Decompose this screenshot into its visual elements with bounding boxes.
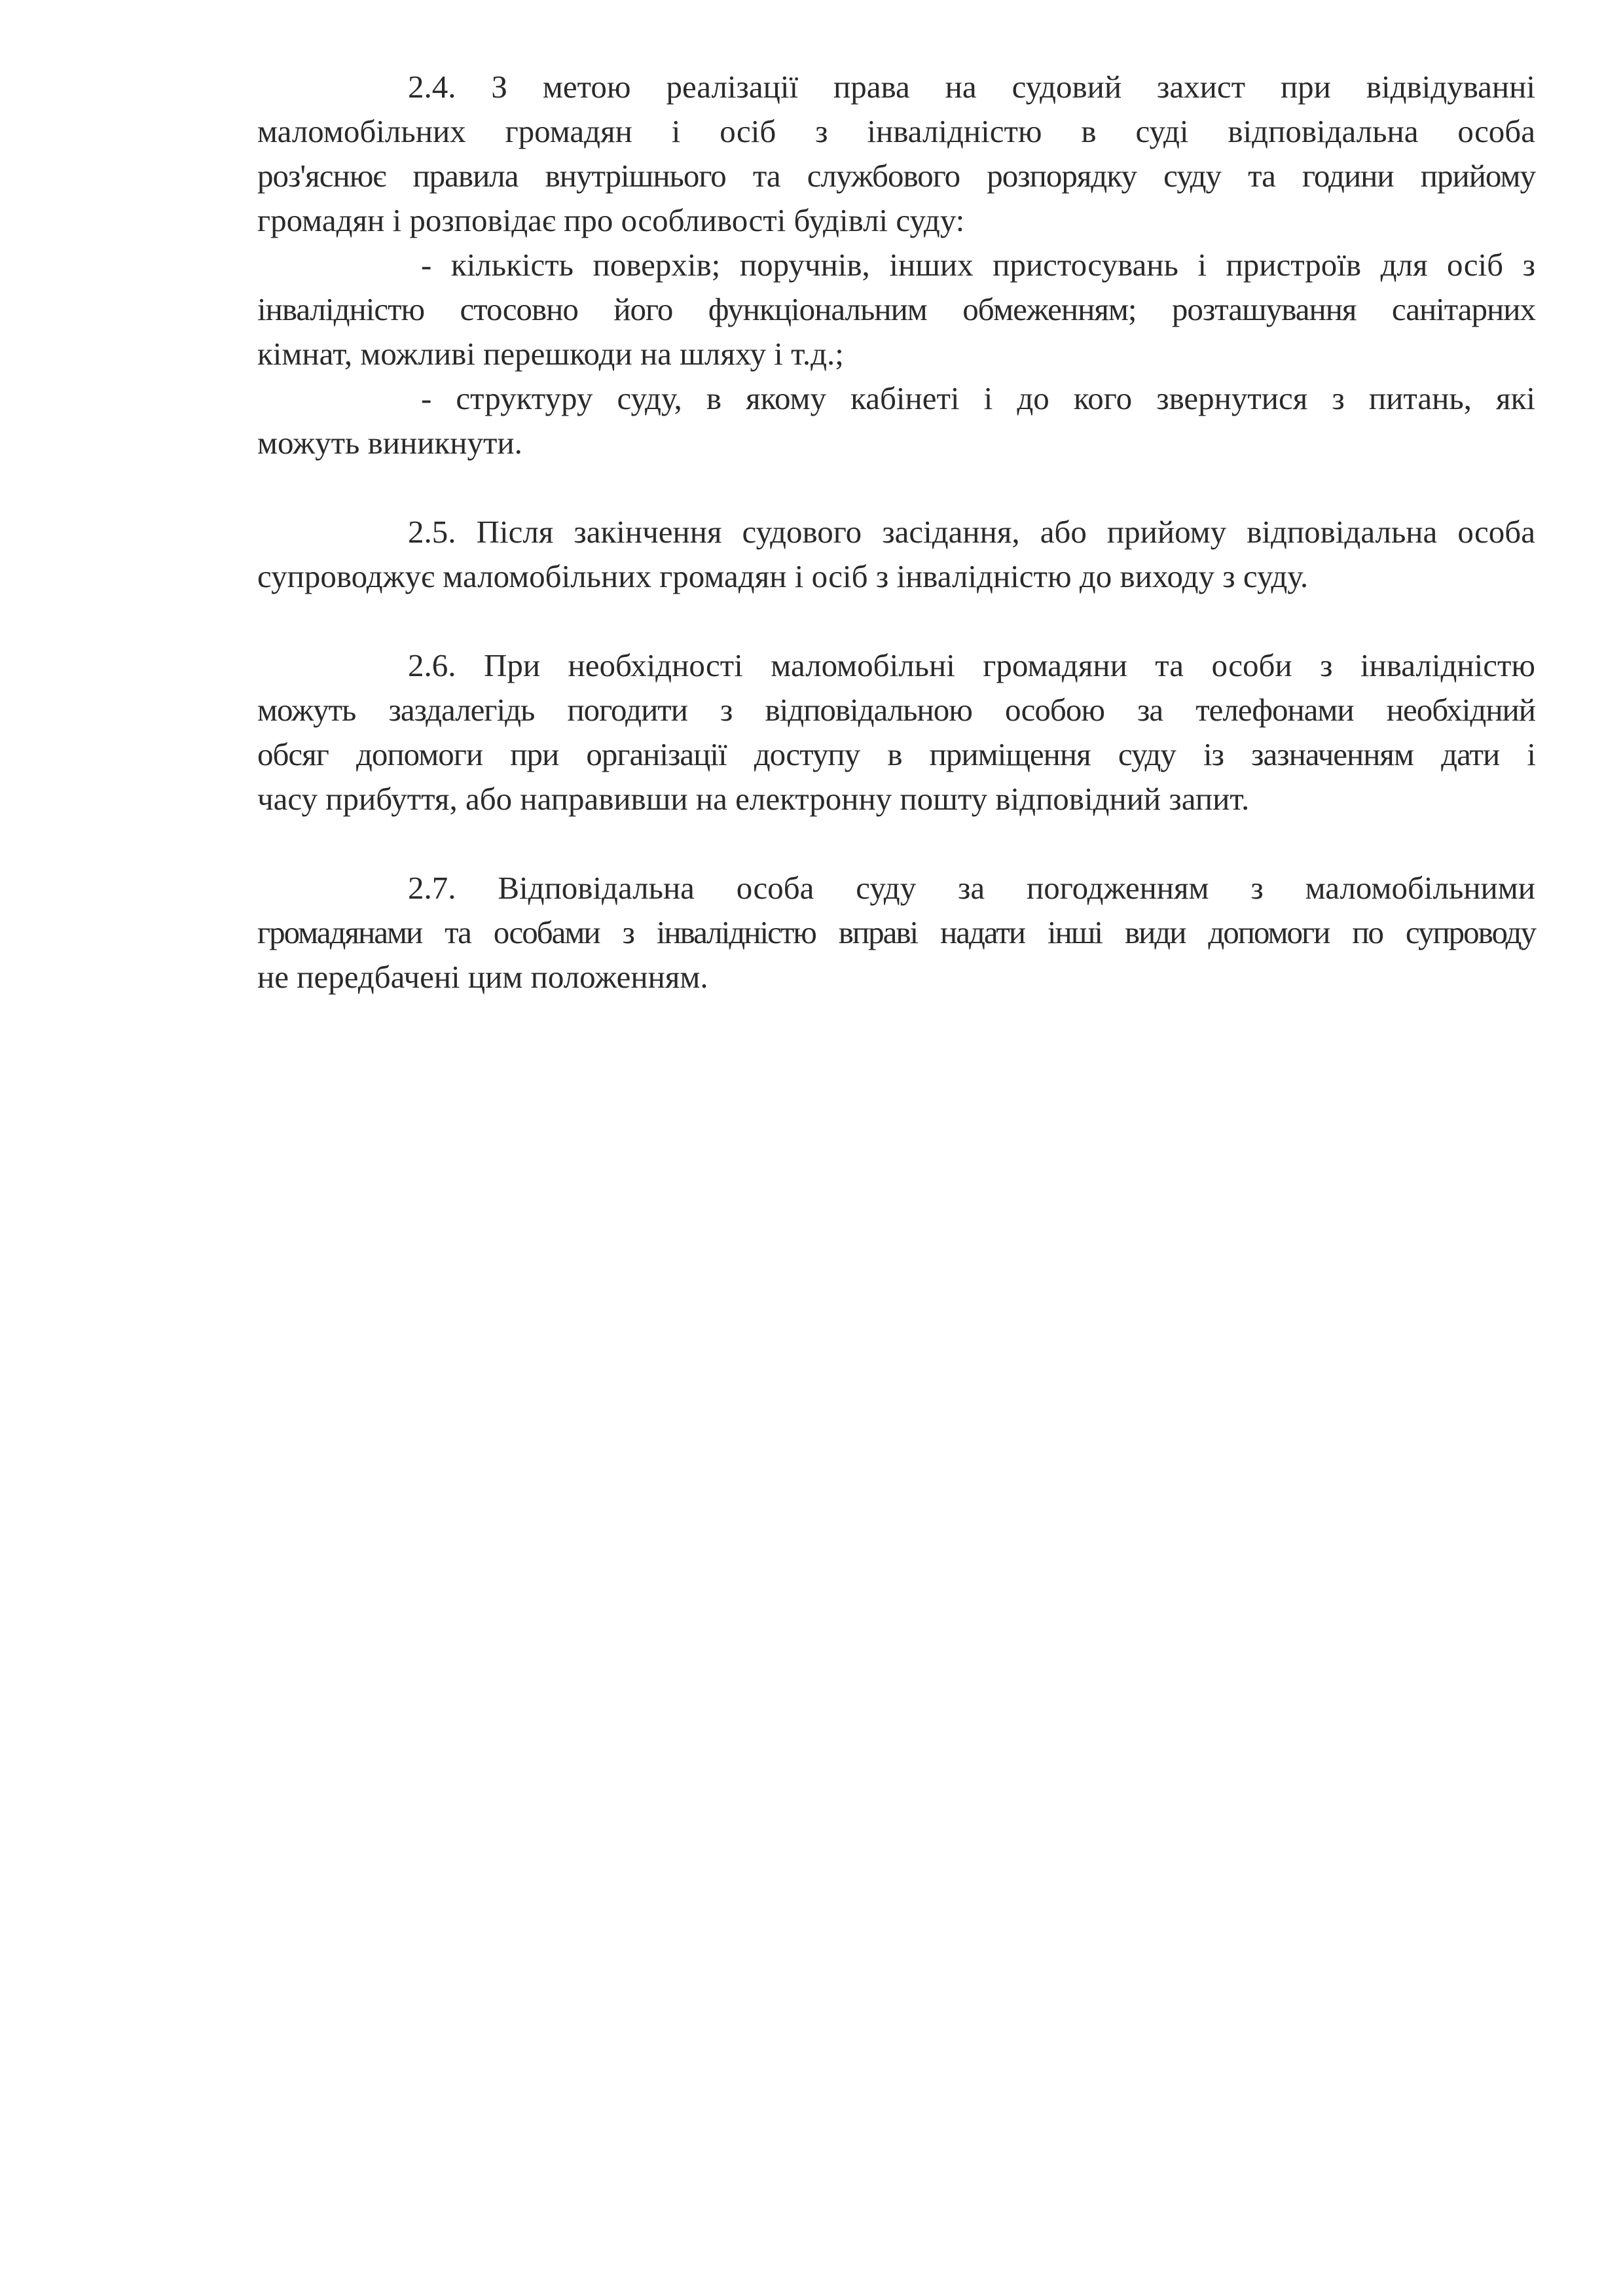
text-line: 2.4. З метою реалізації права на судовий захист при відвідуванні (408, 69, 1535, 105)
paragraph-2-7 (257, 866, 1535, 999)
text-line: кімнат, можливі перешкоди на шляху і т.д.; (257, 336, 844, 372)
paragraph-2-6 (257, 643, 1535, 821)
text-line: часу прибуття, або направивши на електронну пошту відповідний запит. (257, 781, 1250, 817)
text-line: можуть заздалегідь погодити з відповідальною особою за телефонами необхідний (257, 692, 1535, 728)
text-line: - кількість поверхів; поручнів, інших пристосувань і пристроїв для осіб з (421, 247, 1535, 283)
text-line: маломобільних громадян і осіб з інвалідністю в суді відповідальна особа (257, 113, 1535, 149)
text-line: громадян і розповідає про особливості будівлі суду: (257, 202, 965, 238)
text-line: громадянами та особами з інвалідністю вправі надати інші види допомоги по супроводу (257, 914, 1535, 950)
text-line: 2.5. Після закінчення судового засідання, або прийому відповідальна особа (408, 514, 1535, 550)
text-line: 2.7. Відповідальна особа суду за погодженням з маломобільними (408, 870, 1535, 906)
paragraph-2-5 (257, 510, 1535, 599)
text-line: супроводжує маломобільних громадян і осіб з інвалідністю до виходу з суду. (257, 558, 1309, 594)
text-line: роз'яснює правила внутрішнього та службового розпорядку суду та години прийому (257, 158, 1535, 194)
text-line: можуть виникнути. (257, 425, 522, 461)
text-line: - структуру суду, в якому кабінеті і до кого звернутися з питань, які (421, 380, 1535, 416)
paragraph-2-4 (257, 65, 1535, 465)
text-line: не передбачені цим положенням. (257, 959, 708, 995)
text-line: 2.6. При необхідності маломобільні громадяни та особи з інвалідністю (408, 647, 1535, 683)
document-page (257, 65, 1535, 1044)
text-line: інвалідністю стосовно його функціональним обмеженням; розташування санітарних (257, 291, 1535, 327)
text-line: обсяг допомоги при організації доступу в приміщення суду із зазначенням дати і (257, 736, 1535, 772)
